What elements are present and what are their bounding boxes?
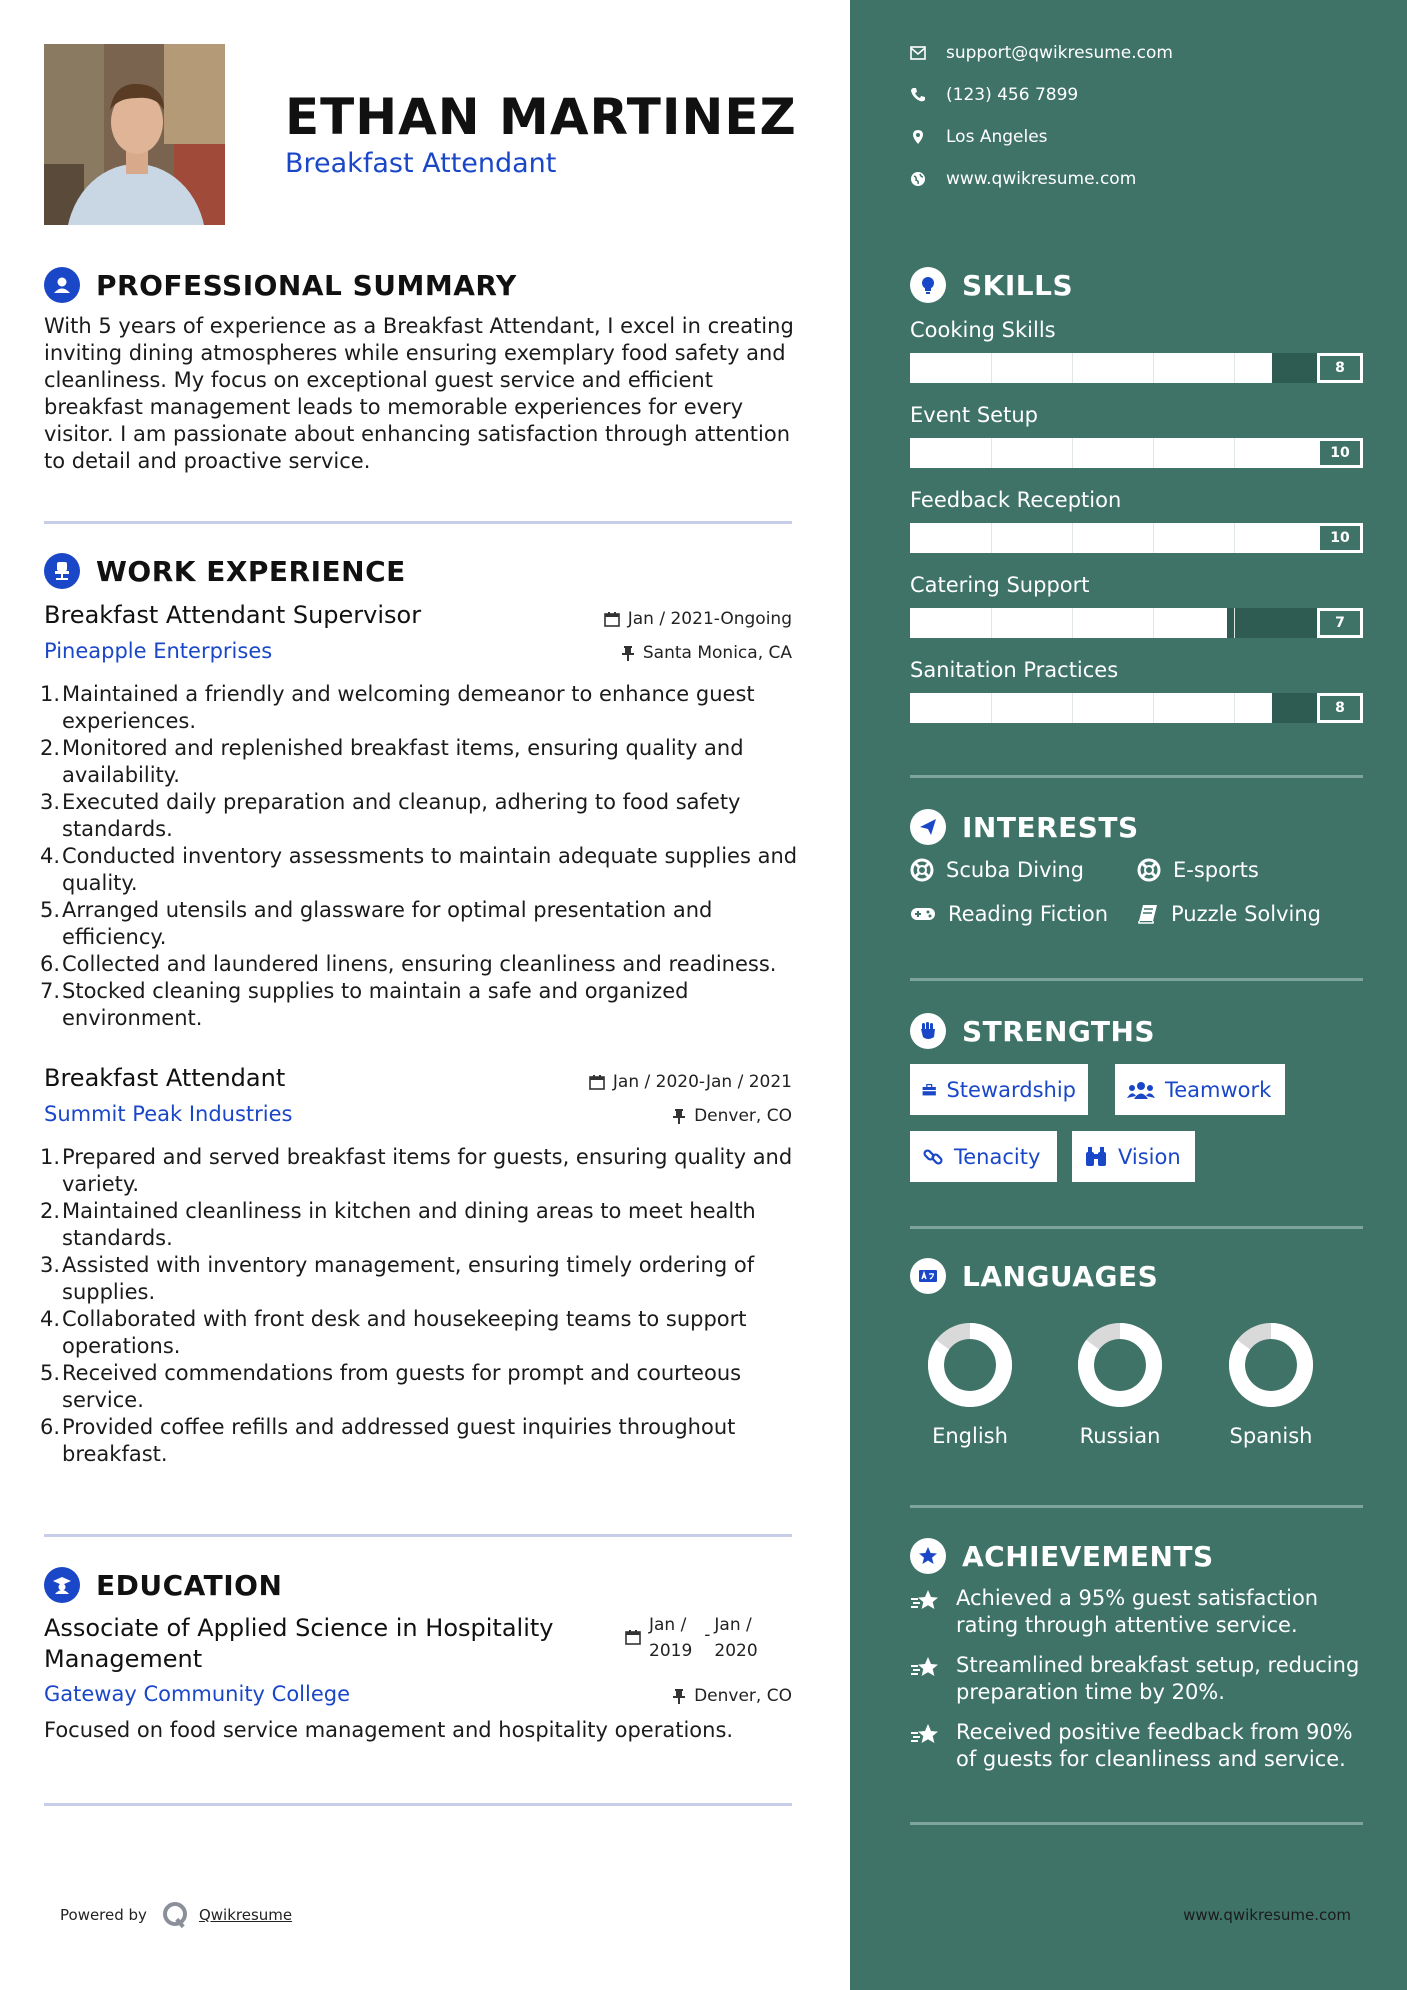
user-icon [44, 267, 80, 303]
achievement-item: Achieved a 95% guest satisfaction rating through attentive service. [910, 1585, 1370, 1639]
job-2-role: Breakfast Attendant [44, 1064, 286, 1092]
list-item: 5. Arranged utensils and glassware for optimal presentation and efficiency. [40, 898, 713, 949]
binoculars-icon [1084, 1146, 1108, 1168]
pin-icon [672, 1108, 686, 1124]
language-icon [910, 1258, 946, 1294]
briefcase-icon [922, 1080, 936, 1100]
skill-bar-segment [1072, 693, 1073, 723]
skill-bar-segment [1072, 608, 1073, 638]
paper-plane-icon [910, 809, 946, 845]
globe-icon [910, 171, 926, 187]
gamepad-icon [910, 905, 936, 923]
list-item: 4. Conducted inventory assessments to maintain adequate supplies and quality. [40, 844, 798, 895]
job-1-company: Pineapple Enterprises [44, 639, 273, 663]
phone-icon [910, 87, 926, 103]
job-2-company: Summit Peak Industries [44, 1102, 293, 1126]
life-ring-icon [1137, 858, 1161, 882]
strength-stewardship: Stewardship [910, 1064, 1088, 1115]
job-2-location: Denver, CO [672, 1106, 792, 1126]
skill-bar [910, 693, 1363, 723]
skill-name: Catering Support [910, 573, 1090, 597]
skill-level: 10 [1317, 438, 1363, 468]
education-location: Denver, CO [672, 1686, 792, 1706]
users-icon [1127, 1080, 1155, 1100]
education-degree: Associate of Applied Science in Hospitality Management [44, 1614, 554, 1673]
achievement-item: Streamlined breakfast setup, reducing preparation time by 20%. [910, 1652, 1370, 1706]
interest-scuba-diving: Scuba Diving [910, 858, 1084, 882]
education-heading: EDUCATION [44, 1567, 282, 1603]
office-chair-icon [44, 553, 80, 589]
skill-bar-segment [1153, 693, 1154, 723]
skill-bar-segment [1234, 523, 1235, 553]
life-ring-icon [910, 858, 934, 882]
skill-bar-segment [1072, 523, 1073, 553]
job-1-dates: Jan / 2021-Ongoing [604, 609, 792, 629]
person-photo-icon [44, 44, 225, 225]
skill-bar-segment [1234, 438, 1235, 468]
star-icon [910, 1589, 942, 1613]
list-item: 3. Assisted with inventory management, ensuring timely ordering of supplies. [40, 1253, 755, 1304]
skill-level: 8 [1317, 353, 1363, 383]
list-item: 2. Maintained cleanliness in kitchen and dining areas to meet health standards. [40, 1199, 756, 1250]
skill-name: Cooking Skills [910, 318, 1056, 342]
skill-bar-segment [1072, 438, 1073, 468]
language-spanish: Spanish [1201, 1320, 1341, 1448]
job-1-bullets [40, 681, 800, 1032]
skill-bar-segment [991, 693, 992, 723]
list-item: 2. Monitored and replenished breakfast items, ensuring quality and availability. [40, 736, 744, 787]
skill-bar-segment [1153, 438, 1154, 468]
skill-level: 8 [1317, 693, 1363, 723]
language-ring [925, 1320, 1015, 1410]
list-item: 3. Executed daily preparation and cleanup, adhering to food safety standards. [40, 790, 741, 841]
profile-photo [44, 44, 225, 225]
divider [44, 521, 792, 524]
skill-level: 7 [1317, 608, 1363, 638]
achievement-item: Received positive feedback from 90% of guests for cleanliness and service. [910, 1719, 1370, 1773]
divider [910, 1822, 1363, 1825]
qwikresume-logo-icon [161, 1900, 191, 1930]
skills-heading: SKILLS [910, 267, 1073, 303]
language-ring [1075, 1320, 1165, 1410]
list-item: 7. Stocked cleaning supplies to maintain a safe and organized environment. [40, 979, 689, 1030]
summary-heading: PROFESSIONAL SUMMARY [44, 267, 517, 303]
skill-bar-segment [1234, 693, 1235, 723]
strengths-heading: STRENGTHS [910, 1013, 1155, 1049]
skill-bar-segment [991, 438, 992, 468]
skill-bar-segment [1153, 608, 1154, 638]
skill-name: Event Setup [910, 403, 1038, 427]
interest-esports: E-sports [1137, 858, 1259, 882]
pin-icon [621, 645, 635, 661]
job-2-dates: Jan / 2020-Jan / 2021 [589, 1072, 792, 1092]
interest-puzzle-solving: Puzzle Solving [1137, 902, 1321, 926]
skill-bar [910, 523, 1363, 553]
list-item: 1. Prepared and served breakfast items for guests, ensuring quality and variety. [40, 1145, 793, 1196]
star-icon [910, 1723, 942, 1747]
list-item: 4. Collaborated with front desk and housekeeping teams to support operations. [40, 1307, 747, 1358]
skill-bar-segment [1234, 608, 1235, 638]
contact-website: www.qwikresume.com [910, 169, 1136, 189]
divider [910, 1505, 1363, 1508]
fist-icon [910, 1013, 946, 1049]
link-icon [922, 1146, 944, 1168]
lightbulb-icon [910, 267, 946, 303]
divider [910, 775, 1363, 778]
interests-heading: INTERESTS [910, 809, 1139, 845]
languages-heading: LANGUAGES [910, 1258, 1158, 1294]
divider [910, 1226, 1363, 1229]
strength-tenacity: Tenacity [910, 1131, 1057, 1182]
interest-reading-fiction: Reading Fiction [910, 902, 1108, 926]
achievements-heading: ACHIEVEMENTS [910, 1538, 1214, 1574]
calendar-icon [625, 1629, 641, 1645]
contact-email: support@qwikresume.com [910, 43, 1173, 63]
contact-location: Los Angeles [910, 127, 1048, 147]
language-russian: Russian [1050, 1320, 1190, 1448]
list-item: 6. Collected and laundered linens, ensuring cleanliness and readiness. [40, 952, 777, 976]
education-school: Gateway Community College [44, 1682, 351, 1706]
education-dates: Jan / 2019 - Jan / 2020 [625, 1612, 758, 1664]
contact-phone: (123) 456 7899 [910, 85, 1078, 105]
skill-bar-segment [991, 523, 992, 553]
skill-bar-fill [910, 523, 1363, 553]
skill-bar [910, 608, 1363, 638]
skill-level: 10 [1317, 523, 1363, 553]
star-badge-icon [910, 1538, 946, 1574]
job-1-role: Breakfast Attendant Supervisor [44, 601, 422, 629]
calendar-icon [589, 1074, 605, 1090]
candidate-title: Breakfast Attendant [285, 148, 557, 179]
list-item: 1. Maintained a friendly and welcoming demeanor to enhance guest experiences. [40, 682, 755, 733]
sidebar [850, 0, 1407, 1990]
divider [44, 1534, 792, 1537]
divider [44, 1803, 792, 1806]
skill-name: Sanitation Practices [910, 658, 1119, 682]
footer-website: www.qwikresume.com [1183, 1906, 1351, 1924]
job-1-location: Santa Monica, CA [621, 643, 792, 663]
qwikresume-link[interactable]: Qwikresume [198, 1906, 293, 1924]
skill-bar-segment [991, 608, 992, 638]
map-marker-icon [910, 129, 926, 145]
strength-vision: Vision [1072, 1131, 1195, 1182]
education-note: Focused on food service management and hospitality operations. [44, 1718, 734, 1742]
candidate-name: ETHAN MARTINEZ [285, 88, 797, 146]
skill-bar-segment [1234, 353, 1235, 383]
calendar-icon [604, 611, 620, 627]
list-item: 6. Provided coffee refills and addressed guest inquiries throughout breakfast. [40, 1415, 736, 1466]
powered-by: Powered by Qwikresume [60, 1900, 292, 1930]
list-item: 5. Received commendations from guests for prompt and courteous service. [40, 1361, 742, 1412]
language-english: English [900, 1320, 1040, 1448]
envelope-icon [910, 46, 926, 60]
skill-bar [910, 438, 1363, 468]
skill-bar-segment [1072, 353, 1073, 383]
language-ring [1226, 1320, 1316, 1410]
job-2-bullets [40, 1144, 800, 1468]
skill-bar-segment [1153, 523, 1154, 553]
skill-bar-fill [910, 438, 1363, 468]
experience-heading: WORK EXPERIENCE [44, 553, 406, 589]
skill-name: Feedback Reception [910, 488, 1122, 512]
skill-bar-fill [910, 693, 1272, 723]
skill-bar [910, 353, 1363, 383]
skill-bar-segment [991, 353, 992, 383]
skill-bar-fill [910, 608, 1227, 638]
graduate-icon [44, 1567, 80, 1603]
divider [910, 978, 1363, 981]
skill-bar-fill [910, 353, 1272, 383]
book-icon [1137, 903, 1159, 925]
star-icon [910, 1656, 942, 1680]
skill-bar-segment [1153, 353, 1154, 383]
summary-text: With 5 years of experience as a Breakfast Attendant, I excel in creating inviting dining atmospheres while ensuring exemplary food safety and cleanliness. My focus on exceptional guest service and efficient breakfast management leads to memorable experiences for every visitor. I am passionate about enhancing satisfaction through attention to detail and proactive service. [44, 314, 794, 473]
pin-icon [672, 1688, 686, 1704]
strength-teamwork: Teamwork [1115, 1064, 1285, 1115]
